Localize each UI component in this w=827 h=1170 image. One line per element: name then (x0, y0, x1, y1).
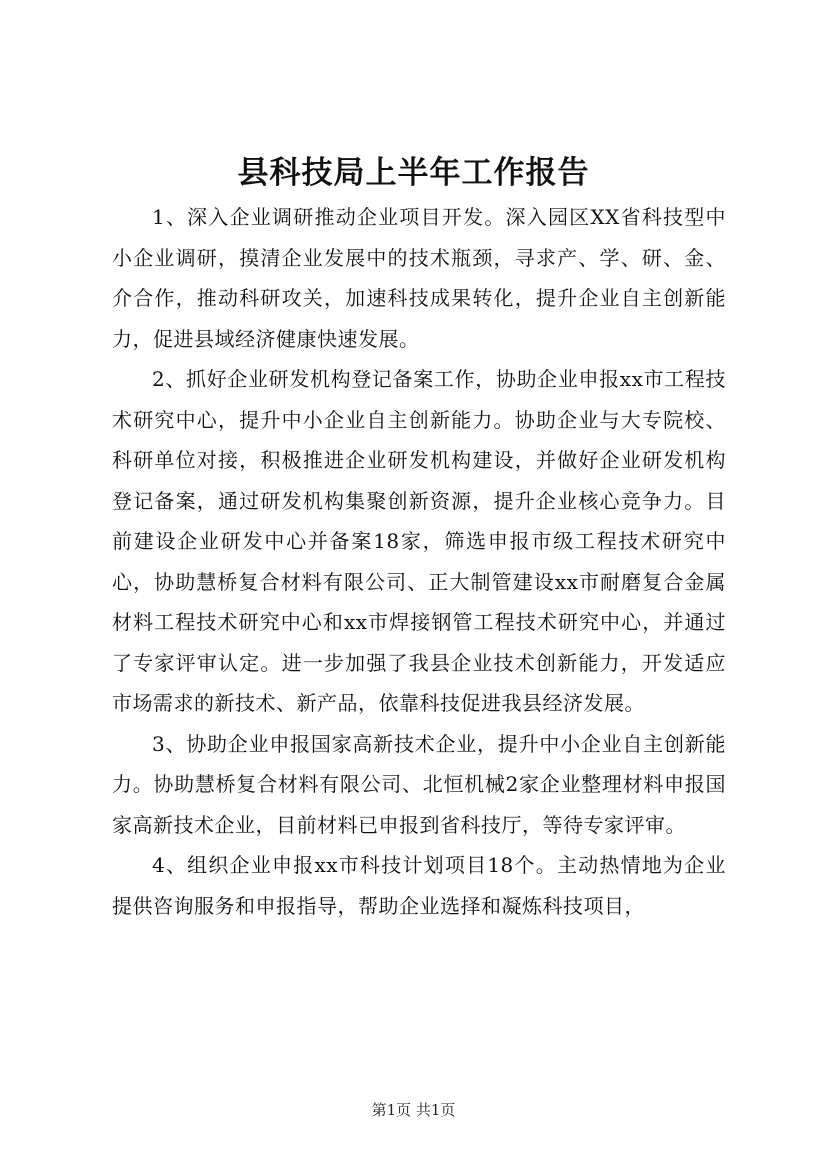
paragraph-3: 3、协助企业申报国家高新技术企业，提升中小企业自主创新能力。协助慧桥复合材料有限公司、北恒机械2家企业整理材料申报国家高新技术企业，目前材料已申报到省科技厅，等待专家评审。 (112, 731, 726, 837)
page-number-footer: 第1页 共1页 (371, 1101, 456, 1119)
document-title: 县科技局上半年工作报告 (237, 155, 590, 191)
document-body (112, 197, 726, 926)
paragraph-4: 4、组织企业申报xx市科技计划项目18个。主动热情地为企业提供咨询服务和申报指导，帮助企业选择和凝炼科技项目， (112, 853, 726, 918)
paragraph-1: 1、深入企业调研推动企业项目开发。深入园区XX省科技型中小企业调研，摸清企业发展中的技术瓶颈，寻求产、学、研、金、介合作，推动科研攻关，加速科技成果转化，提升企业自主创新能力，促进县域经济健康快速发展。 (112, 205, 726, 351)
paragraph-2: 2、抓好企业研发机构登记备案工作，协助企业申报xx市工程技术研究中心，提升中小企业自主创新能力。协助企业与大专院校、科研单位对接，积极推进企业研发机构建设，并做好企业研发机构登记备案，通过研发机构集聚创新资源，提升企业核心竞争力。目前建设企业研发中心并备案18家，筛选申报市级工程技术研究中心，协助慧桥复合材料有限公司、正大制管建设xx市耐磨复合金属材料工程技术研究中心和xx市焊接钢管工程技术研究中心，并通过了专家评审认定。进一步加强了我县企业技术创新能力，开发适应市场需求的新技术、新产品，依靠科技促进我县经济发展。 (112, 367, 726, 715)
